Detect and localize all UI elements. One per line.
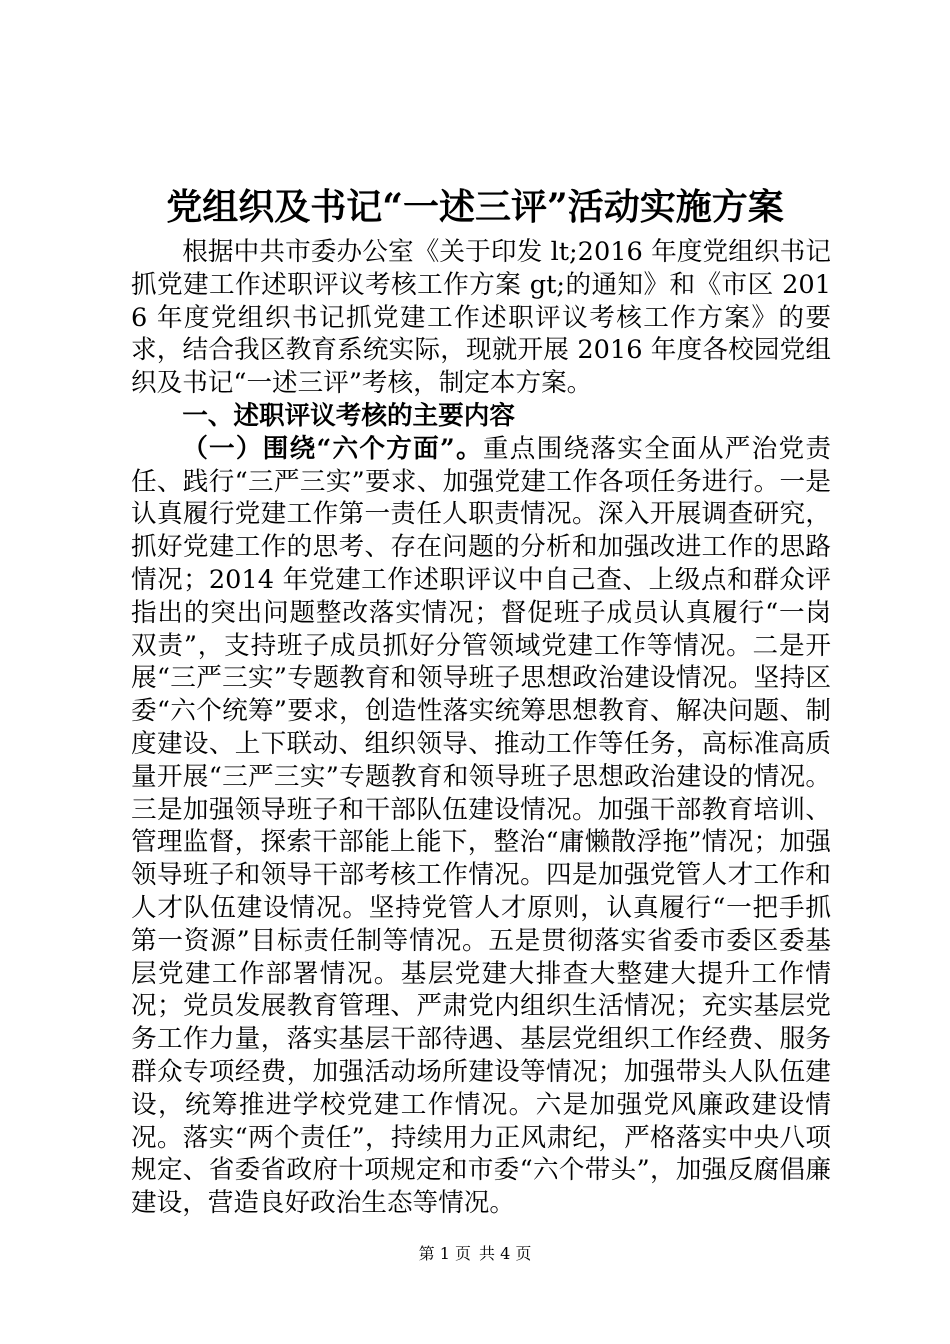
page-number: 第 1 页 <box>418 1244 471 1263</box>
document-body <box>131 236 831 1220</box>
subsection-paragraph <box>131 433 831 1220</box>
page-footer <box>0 1244 950 1264</box>
intro-paragraph: 根据中共市委办公室《关于印发 lt;2016 年度党组织书记抓党建工作述职评议考核工作方案 gt;的通知》和《市区 2016 年度党组织书记抓党建工作述职评议考核工作方案》的要求，结合我区教育系统实际，现就开展 2016 年度各校园党组织及书记“一述三评”考核，制定本方案。 <box>131 237 831 399</box>
subsection-body: 重点围绕落实全面从严治党责任、践行“三严三实”要求、加强党建工作各项任务进行。一是认真履行党建工作第一责任人职责情况。深入开展调查研究，抓好党建工作的思考、存在问题的分析和加强改进工作的思路情况；2014 年党建工作述职评议中自己查、上级点和群众评指出的突出问题整改落实情况；督促班子成员认真履行“一岗双责”，支持班子成员抓好分管领域党建工作等情况。二是开展“三严三实”专题教育和领导班子思想政治建设情况。坚持区委“六个统筹”要求，创造性落实统筹思想教育、解决问题、制度建设、上下联动、组织领导、推动工作等任务，高标准高质量开展“三严三实”专题教育和领导班子思想政治建设的情况。三是加强领导班子和干部队伍建设情况。加强干部教育培训、管理监督，探索干部能上能下，整治“庸懒散浮拖”情况；加强领导班子和领导干部考核工作情况。四是加强党管人才工作和人才队伍建设情况。坚持党管人才原则，认真履行“一把手抓第一资源”目标责任制等情况。五是贯彻落实省委市委区委基层党建工作部署情况。基层党建大排查大整建大提升工作情况；党员发展教育管理、严肃党内组织生活情况；充实基层党务工作力量，落实基层干部待遇、基层党组织工作经费、服务群众专项经费，加强活动场所建设等情况；加强带头人队伍建设，统筹推进学校党建工作情况。六是加强党风廉政建设情况。落实“两个责任”，持续用力正风肃纪，严格落实中央八项规定、省委省政府十项规定和市委“六个带头”，加强反腐倡廉建设，营造良好政治生态等情况。 <box>131 433 831 1219</box>
subsection-heading: （一）围绕“六个方面”。 <box>182 433 483 464</box>
document-title: 党组织及书记“一述三评”活动实施方案 <box>166 186 784 228</box>
section-heading: 一、述职评议考核的主要内容 <box>182 400 515 431</box>
page-total: 共 4 页 <box>479 1244 532 1263</box>
